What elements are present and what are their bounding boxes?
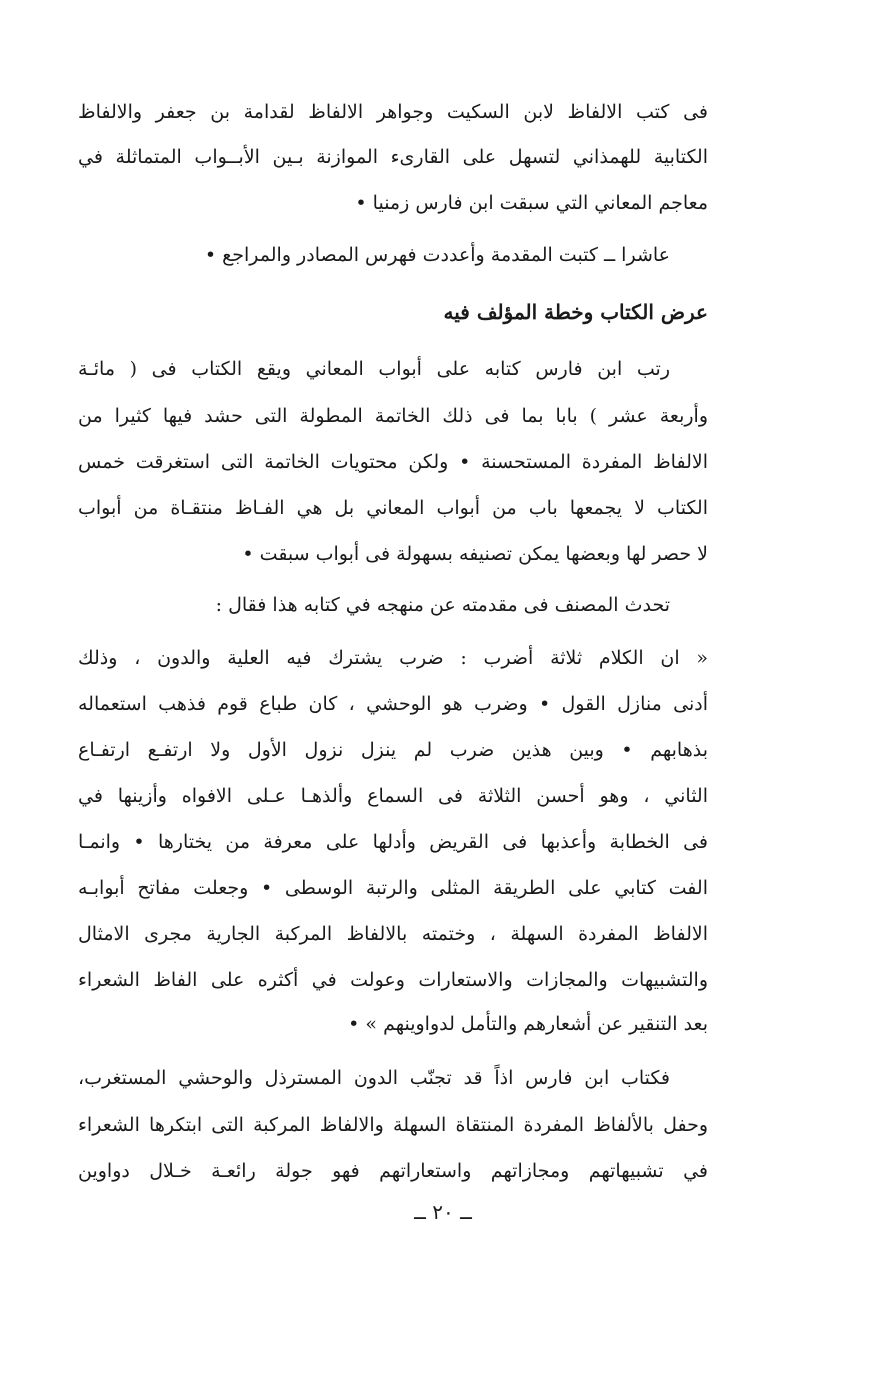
text-line: فى كتب الالفاظ لابن السكيت وجواهر الالفاظ لقدامة بن جعفر والالفاظ bbox=[78, 101, 708, 123]
quote-line: بعد التنقير عن أشعارهم والتأمل لدواوينهم » • bbox=[348, 1013, 708, 1035]
text-line: وحفل بالألفاظ المفردة المنتقاة السهلة والالفاظ المركبة التى ابتكرها الشعراء bbox=[78, 1114, 708, 1136]
quote-line: « ان الكلام ثلاثة أضرب : ضرب يشترك فيه العلية والدون ، وذلك bbox=[78, 647, 708, 669]
text-line: تحدث المصنف فى مقدمته عن منهجه في كتابه هذا فقال : bbox=[215, 594, 670, 616]
text-line: عاشرا ــ كتبت المقدمة وأعددت فهرس المصادر والمراجع • bbox=[204, 244, 670, 266]
quote-line: والتشبيهات والمجازات والاستعارات وعولت في أكثره على الفاظ الشعراء bbox=[78, 969, 708, 991]
quote-line: الالفاظ المفردة السهلة ، وختمته بالالفاظ المركبة الجارية مجرى الامثال bbox=[78, 923, 708, 945]
text-line: لا حصر لها وبعضها يمكن تصنيفه بسهولة فى أبواب سبقت • bbox=[242, 543, 708, 565]
page-number: ــ ٢٠ ــ bbox=[414, 1200, 472, 1224]
text-line: وأربعة عشر ) بابا بما فى ذلك الخاتمة المطولة التى حشد فيها كثيرا من bbox=[78, 405, 708, 427]
text-line: في تشبيهاتهم ومجازاتهم واستعاراتهم فهو جولة رائعـة خـلال دواوين bbox=[78, 1160, 708, 1182]
quote-line: أدنى منازل القول • وضرب هو الوحشي ، كان طباع قوم فذهب استعماله bbox=[78, 693, 708, 715]
text-line: فكتاب ابن فارس اذاً قد تجنّب الدون المسترذل والوحشي المستغرب، bbox=[78, 1067, 670, 1089]
quote-line: فى الخطابة وأعذبها فى القريض وأدلها على معرفة من يختارها • وانمـا bbox=[78, 831, 708, 853]
quote-line: الفت كتابي على الطريقة المثلى والرتبة الوسطى • وجعلت مفاتح أبوابـه bbox=[78, 877, 708, 899]
quote-line: الثاني ، وهو أحسن الثلاثة فى السماع وألذهـا عـلى الافواه وأزينها في bbox=[78, 785, 708, 807]
text-line: الالفاظ المفردة المستحسنة • ولكن محتويات الخاتمة التى استغرقت خمس bbox=[78, 451, 708, 473]
text-line: الكتابية للهمذاني لتسهل على القارىء الموازنة بـين الأبــواب المتماثلة في bbox=[78, 146, 708, 168]
quote-line: بذهابهم • وبين هذين ضرب لم ينزل نزول الأول ولا ارتفـع ارتفـاع bbox=[78, 739, 708, 761]
section-heading: عرض الكتاب وخطة المؤلف فيه bbox=[443, 300, 708, 324]
text-line: رتب ابن فارس كتابه على أبواب المعاني ويقع الكتاب فى ( مائـة bbox=[78, 358, 670, 380]
text-line: معاجم المعاني التي سبقت ابن فارس زمنيا • bbox=[355, 192, 708, 214]
text-line: الكتاب لا يجمعها باب من أبواب المعاني بل هي الفـاظ منتقـاة من أبواب bbox=[78, 497, 708, 519]
